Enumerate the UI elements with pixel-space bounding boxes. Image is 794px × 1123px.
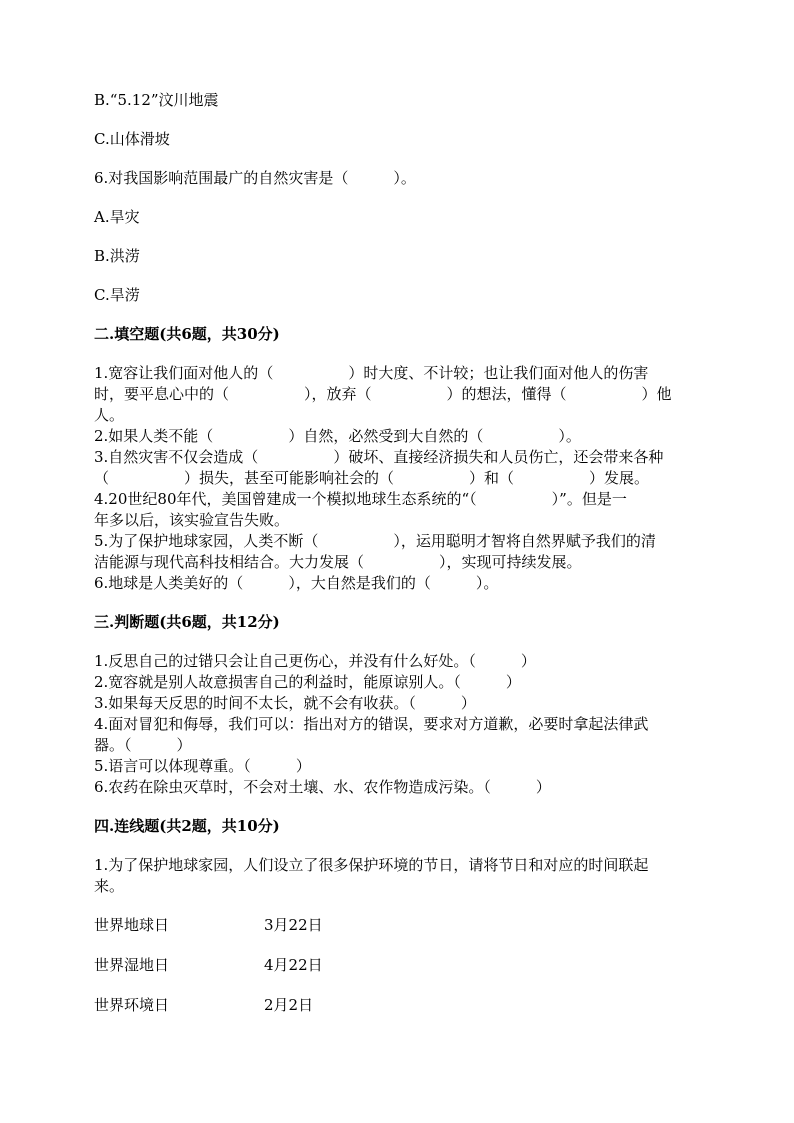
festival-name: 世界地球日 [94,916,170,934]
text-line: 时，要平息心中的（ ），放弃（ ）的想法，懂得（ ）他 [94,385,672,403]
option-a: A.旱灾 [94,208,140,226]
text-line: 6.地球是人类美好的（ ），大自然是我们的（ ）。 [94,574,499,592]
option-c: C.旱涝 [94,286,140,304]
text-line: 1.宽容让我们面对他人的（ ）时大度、不计较；也让我们面对他人的伤害 [94,364,649,382]
matching-question-1 [94,855,704,897]
fill-blank-questions [94,363,704,594]
matching-pairs [94,915,704,1016]
text-line: 4.面对冒犯和侮辱，我们可以：指出对方的错误，要求对方道歉，必要时拿起法律武 [94,715,649,733]
text-line: 3.自然灾害不仅会造成（ ）破坏、直接经济损失和人员伤亡，还会带来各种 [94,448,664,466]
matching-row [94,915,704,936]
festival-date: 2月2日 [264,996,314,1014]
text-line: 人。 [94,406,125,424]
true-false-questions [94,651,704,798]
festival-name: 世界环境日 [94,996,170,1014]
text-line: 5.为了保护地球家园，人类不断（ ），运用聪明才智将自然界赋予我们的清 [94,532,656,550]
text-line: 3.如果每天反思的时间不太长，就不会有收获。（ ） [94,694,476,712]
section-heading-matching: 四.连线题(共2题，共10分) [94,817,280,835]
text-line: 2.宽容就是别人故意损害自己的利益时，能原谅别人。（ ） [94,673,521,691]
option-c: C.山体滑坡 [94,130,170,148]
text-line: 洁能源与现代高科技相结合。大力发展（ ），实现可持续发展。 [94,553,582,571]
question-6-options [94,207,704,306]
festival-date: 3月22日 [264,916,323,934]
text-line: 器。（ ） [94,736,192,754]
text-line: 来。 [94,877,125,895]
text-line: 1.为了保护地球家园，人们设立了很多保护环境的节日，请将节日和对应的时间联起 [94,856,649,874]
text-line: 1.反思自己的过错只会让自己更伤心，并没有什么好处。（ ） [94,652,536,670]
text-line: 4.20世纪80年代，美国曾建成一个模拟地球生态系统的“（ ）”。但是一 [94,490,627,508]
text-line: 2.如果人类不能（ ）自然，必然受到大自然的（ ）。 [94,427,581,445]
option-b: B.洪涝 [94,247,140,265]
text-line: （ ）损失，甚至可能影响社会的（ ）和（ ）发展。 [94,469,650,487]
text-line: 6.农药在除虫灭草时，不会对土壤、水、农作物造成污染。（ ） [94,778,551,796]
option-b: B.“5.12”汶川地震 [94,91,219,109]
festival-date: 4月22日 [264,956,323,974]
question-6-stem: 6.对我国影响范围最广的自然灾害是（ ）。 [94,169,416,187]
festival-name: 世界湿地日 [94,956,170,974]
matching-row [94,955,704,976]
section-heading-fill-blank: 二.填空题(共6题，共30分) [94,325,280,343]
text-line: 5.语言可以体现尊重。（ ） [94,757,311,775]
text-line: 年多以后，该实验宣告失败。 [94,511,290,529]
section-heading-true-false: 三.判断题(共6题，共12分) [94,613,280,631]
matching-row [94,995,704,1016]
document-page [94,90,704,1035]
question-5-options [94,90,704,150]
